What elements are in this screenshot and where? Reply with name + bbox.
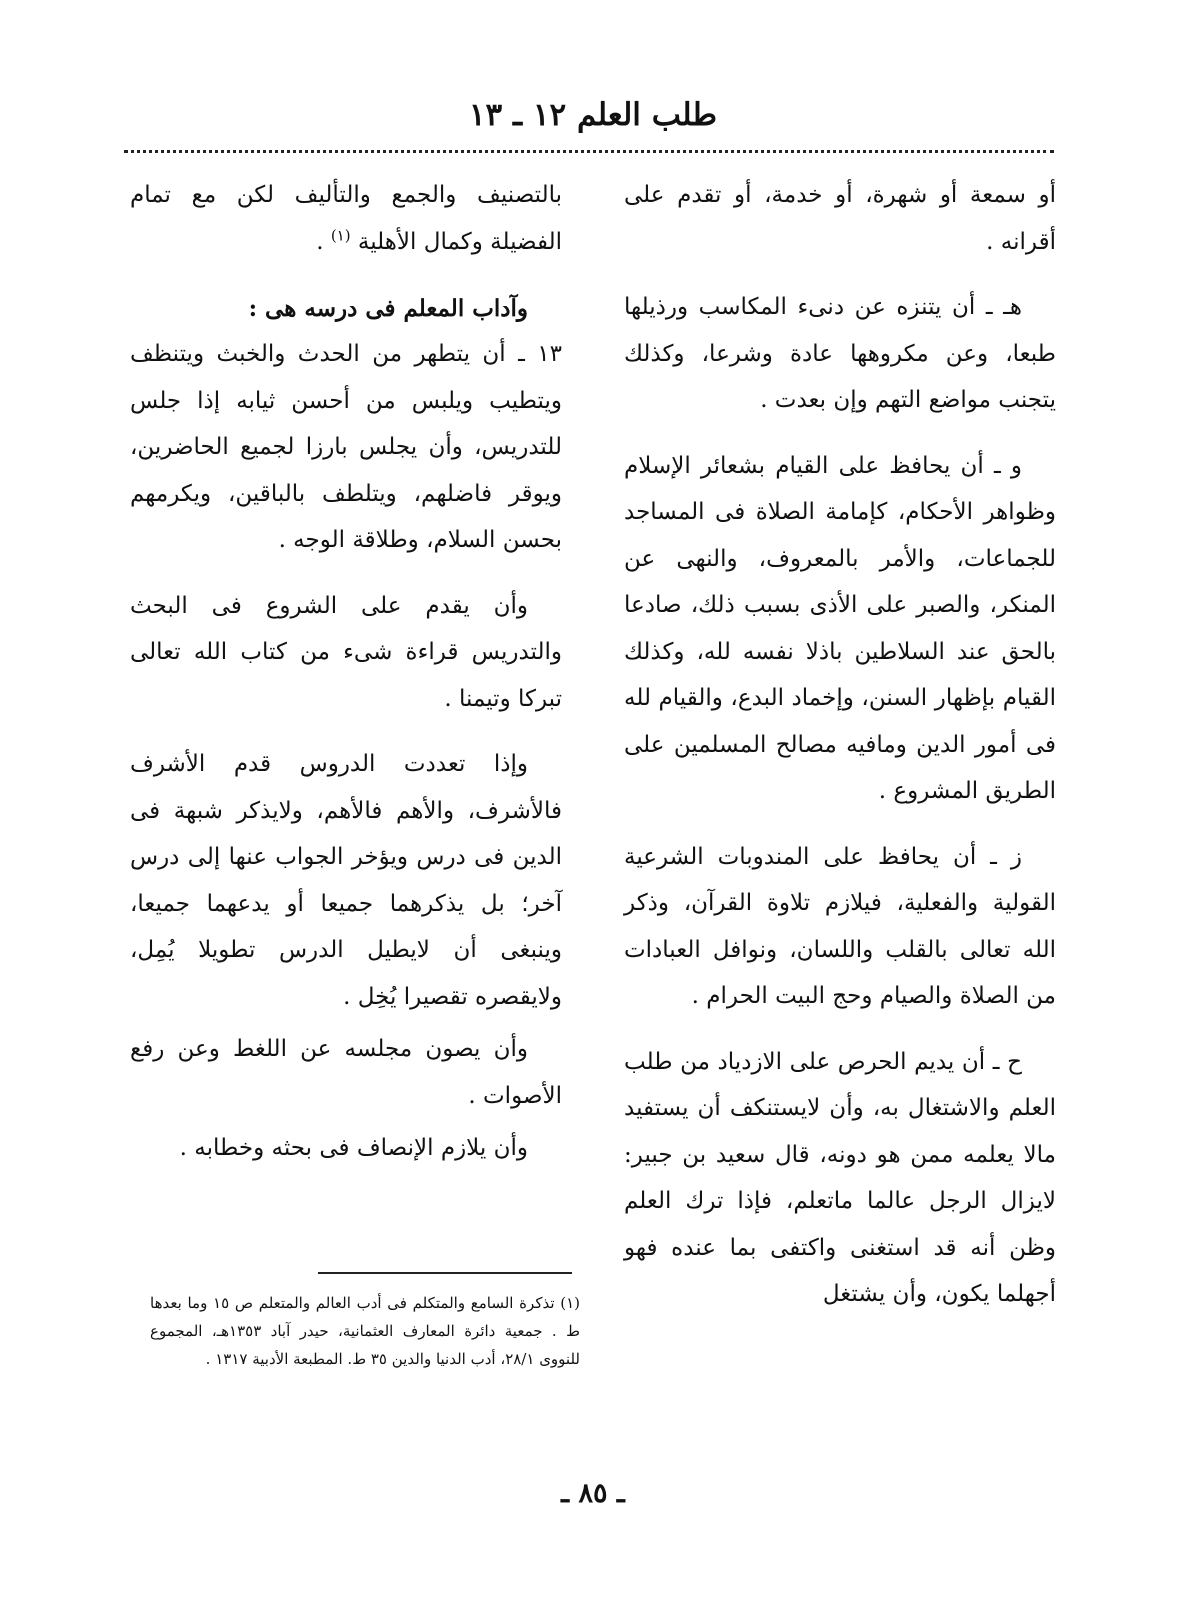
left-text-column — [130, 172, 562, 1191]
paragraph-lesson-order: وإذا تعددت الدروس قدم الأشرف فالأشرف، والأهم فالأهم، ولايذكر شبهة فى الدين فى درس ويؤخر الجواب عنها إلى درس آخر؛ بل يذكرهما جميعا أو يدعهما جميعا، وينبغى أن لايطيل الدرس تطويلا يُمِل، ولايقصره تقصيرا يُخِل . — [130, 751, 562, 1010]
intro-text: بالتصنيف والجمع والتأليف لكن مع تمام الفضيلة وكمال الأهلية — [130, 182, 562, 255]
running-header: طلب العلم ١٢ ـ ١٣ — [468, 97, 718, 133]
paragraph-item-waw: و ـ أن يحافظ على القيام بشعائر الإسلام وظواهر الأحكام، كإمامة الصلاة فى المساجد للجماعات، والأمر بالمعروف، والنهى عن المنكر، والصبر على الأذى بسبب ذلك، صادعا بالحق عند السلاطين باذلا نفسه لله، وكذلك القيام بإظهار السنن، وإخماد البدع، والقيام لله فى أمور الدين ومافيه مصالح المسلمين على الطريق المشروع . — [624, 452, 1056, 804]
paragraph-recitation: وأن يقدم على الشروع فى البحث والتدريس قراءة شىء من كتاب الله تعالى تبركا وتيمنا . — [130, 592, 562, 712]
intro-end: . — [316, 228, 324, 255]
paragraph-item-zay: ز ـ أن يحافظ على المندوبات الشرعية القولية والفعلية، فيلازم تلاوة القرآن، وذكر الله تعالى بالقلب واللسان، ونوافل العبادات من الصلاة والصيام وحج البيت الحرام . — [624, 843, 1056, 1009]
paragraph-noise: وأن يصون مجلسه عن اللغط وعن رفع الأصوات . — [130, 1036, 562, 1109]
page-number: ـ ٨٥ ـ — [561, 1478, 625, 1509]
paragraph-continuation-left — [130, 172, 562, 265]
paragraph-continuation: أو سمعة أو شهرة، أو خدمة، أو تقدم على أقرانه . — [624, 182, 1056, 255]
footnote: (١) تذكرة السامع والمتكلم فى أدب العالم والمتعلم ص ١٥ وما بعدها ط . جمعية دائرة المعارف العثمانية، حيدر آباد ١٣٥٣هـ، المجموع للنووى ٢٨/١، أدب الدنيا والدين ٣٥ ط. المطبعة الأدبية ١٣١٧ . — [150, 1294, 580, 1368]
paragraph-item-ha-2: ح ـ أن يديم الحرص على الازدياد من طلب العلم والاشتغال به، وأن لايستنكف أن يستفيد مالا يعلمه ممن هو دونه، قال سعيد بن جبير: لايزال الرجل عالما ماتعلم، فإذا ترك العلم وظن أنه قد استغنى واكتفى بما عنده فهو أجهلما يكون، وأن يشتغل — [624, 1048, 1056, 1307]
right-text-column — [624, 172, 1056, 1337]
paragraph-item-ha: هـ ـ أن يتنزه عن دنىء المكاسب ورذيلها طبعا، وعن مكروهها عادة وشرعا، وكذلك يتجنب مواضع التهم وإن بعدت . — [624, 294, 1056, 413]
section-heading: وآداب المعلم فى درسه هى : — [248, 295, 528, 322]
header-dotted-rule — [124, 150, 1054, 153]
footnote-separator — [318, 1272, 572, 1274]
paragraph-item-13: ١٣ ـ أن يتطهر من الحدث والخبث ويتنظف ويتطيب ويلبس من أحسن ثيابه إذا جلس للتدريس، وأن يجلس بارزا لجميع الحاضرين، ويوقر فاضلهم، ويتلطف بالباقين، ويكرمهم بحسن السلام، وطلاقة الوجه . — [130, 341, 562, 553]
footnote-reference: (١) — [330, 225, 351, 244]
paragraph-fairness: وأن يلازم الإنصاف فى بحثه وخطابه . — [179, 1135, 528, 1161]
